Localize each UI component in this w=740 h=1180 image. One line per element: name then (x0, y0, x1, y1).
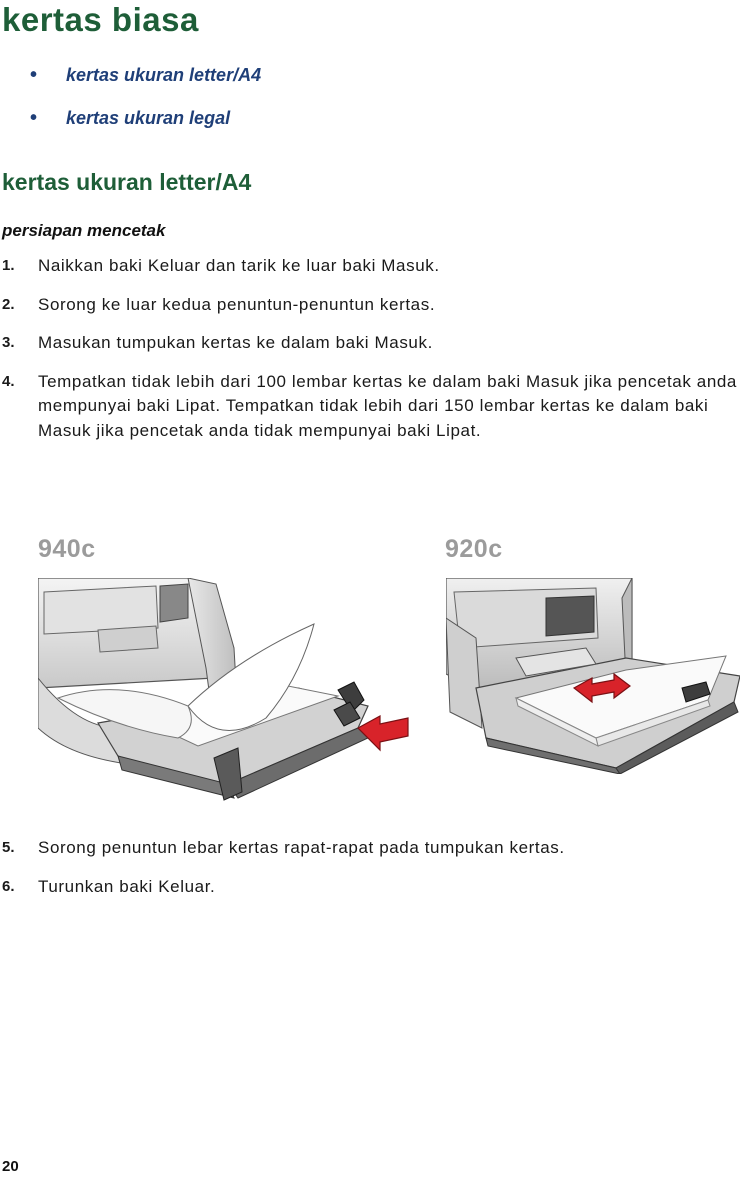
step-text: Masukan tumpukan kertas ke dalam baki Masuk. (38, 333, 433, 352)
link-legal[interactable]: kertas ukuran legal (66, 108, 231, 128)
steps-list (0, 254, 740, 457)
subsection-title: persiapan mencetak (2, 221, 166, 240)
step-item (0, 875, 740, 900)
printer-920c-illustration (446, 578, 740, 774)
step-item (0, 370, 740, 444)
step-number: 6. (2, 877, 15, 895)
step-number: 4. (2, 372, 15, 390)
step-number: 1. (2, 257, 15, 274)
step-text: Sorong ke luar kedua penuntun-penuntun kertas. (38, 294, 436, 314)
model-label-920c: 920c (445, 535, 503, 563)
steps-list (0, 836, 740, 913)
step-number: 2. (2, 295, 15, 313)
step-text: Sorong penuntun lebar kertas rapat-rapat pada tumpukan kertas. (38, 838, 565, 857)
step-item (0, 254, 740, 279)
step-item (0, 836, 740, 861)
step-number: 3. (2, 334, 15, 351)
printer-940c-illustration (38, 578, 410, 802)
page-title: kertas biasa (2, 1, 199, 38)
section-title: kertas ukuran letter/A4 (2, 169, 252, 195)
step-text: Turunkan baki Keluar. (38, 876, 216, 896)
step-item (0, 293, 740, 318)
bullet: • (30, 64, 38, 86)
model-label-940c: 940c (38, 535, 96, 563)
link-letter-a4[interactable]: kertas ukuran letter/A4 (66, 65, 262, 85)
step-item (0, 331, 740, 356)
step-text: Tempatkan tidak lebih dari 100 lembar kertas ke dalam baki Masuk jika pencetak anda mempunyai baki Lipat. Tempatkan tidak lebih dari 150 lembar kertas ke dalam baki Masuk jika pencetak anda tidak mempunyai baki Lipat. (38, 371, 737, 440)
bullet: • (30, 107, 38, 129)
step-text: Naikkan baki Keluar dan tarik ke luar baki Masuk. (38, 256, 440, 275)
step-number: 5. (2, 839, 15, 856)
page-number: 20 (2, 1158, 19, 1175)
